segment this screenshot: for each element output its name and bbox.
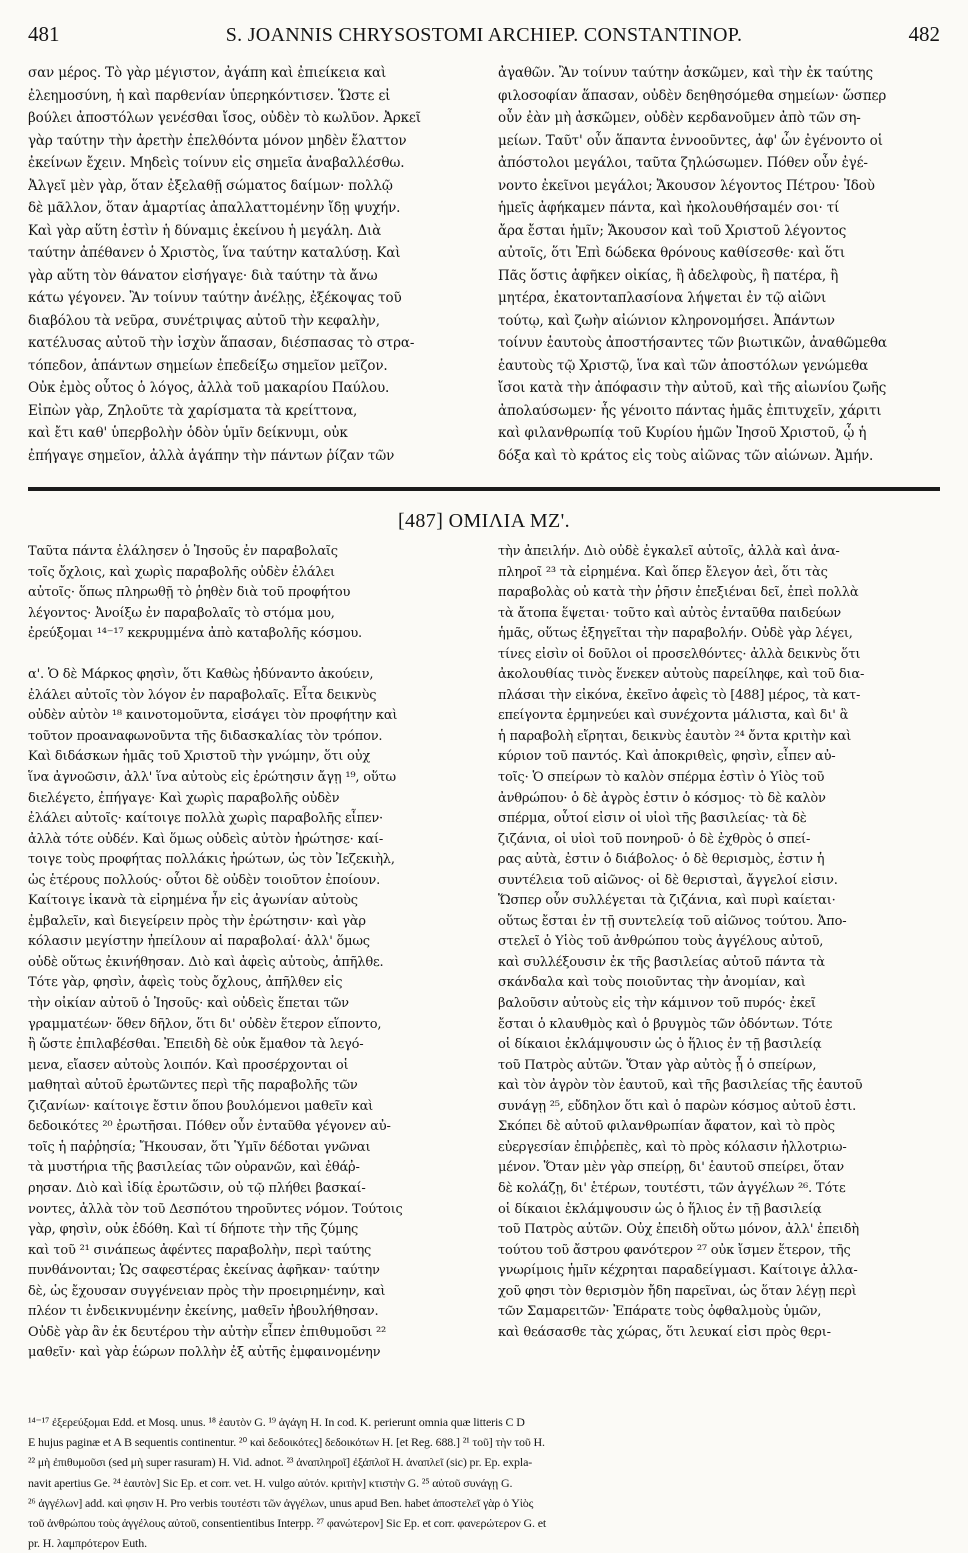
text-line: δόξα καὶ τὸ κράτος εἰς τοὺς αἰῶνας τῶν αἰώνων. Ἀμήν. [498, 447, 874, 464]
text-line: ἴσοι κατὰ τὴν ἀπόφασιν τὴν αὐτοῦ, καὶ τῆς αἰωνίου ζωῆς [498, 380, 887, 396]
text-line: γραμματέων· ὅθεν δῆλον, ὅτι δι' οὐδὲν ἕτερον εἵποντο, [28, 1016, 382, 1032]
text-line: τούτου τοῦ ἄστρου φανότερον ²⁷ οὐκ ἴσμεν ἕτερον, τῆς [498, 1242, 851, 1258]
text-line: σαν μέρος. Τὸ γὰρ μέγιστον, ἀγάπη καὶ ἐπιείκεια καὶ [28, 65, 387, 81]
text-line: μείων. Ταῦτ' οὖν ἅπαντα ἐννοοῦντες, ἀφ' ὧν ἐγένοντο οἱ [498, 132, 883, 149]
text-line: τίνες εἰσὶν οἱ δοῦλοι οἱ προσελθόντες· ἀλλὰ δεικνὺς ὅτι [498, 646, 861, 662]
text-line: γὰρ ταύτην τὴν ἀρετὴν ἐπελθόντα μόνον μηδὲν ἔλαττον [28, 132, 407, 149]
text-line: ὡς ἑτέρους πολλούς· οὗτοι δὲ οὐδὲν τοιοῦτον ἐποίουν. [28, 872, 381, 888]
text-line: καὶ θεάσασθε τὰς χώρας, ὅτι λευκαί εἰσι πρὸς θερι- [498, 1324, 831, 1340]
text-line: μενα, εἴασεν αὐτοὺς λοιπόν. Καὶ προσέρχονται οἱ [28, 1057, 349, 1073]
text-line: νοντο ἐκεῖνοι μεγάλοι; Ἄκουσον λέγοντος Πέτρου· Ἰδοὺ [498, 177, 875, 194]
text-line: συντέλεια τοῦ αἰῶνος· οἱ δὲ θερισταὶ, ἄγγελοί εἰσιν. [498, 872, 838, 888]
text-line: γὰρ, φησὶν, οὐκ ἐδόθη. Καὶ τί δήποτε τὴν τῆς ζύμης [28, 1222, 359, 1238]
text-line: ζιζανίων· καίτοιγε ἔστιν ὅπου βουλόμενοι μαθεῖν καὶ [28, 1098, 374, 1114]
text-line: καὶ φιλανθρωπίᾳ τοῦ Κυρίου ἡμῶν Ἰησοῦ Χριστοῦ, ᾧ ἡ [498, 425, 867, 441]
text-line: τοῖς ὄχλοις, καὶ χωρὶς παραβολῆς οὐδὲν ἐλάλει [28, 564, 335, 580]
text-line: navit apertius Ge. ²⁴ ἑαυτὸν] Sic Ep. et corr. vet. H. vulgo αὐτόν. κριτὴν] κτιστὴν G. ²⁵ αὐτοῦ συνάγῃ G. [28, 1475, 513, 1490]
text-line: πληροῖ ²³ τὰ εἰρημένα. Καὶ ὅπερ ἔλεγον ἀεὶ, ὅτι τὰς [498, 564, 828, 580]
text-line: δεδοικότες ²⁰ ἐρωτῆσαι. Πόθεν οὖν ἐνταῦθα γέγονεν αὐ- [28, 1119, 391, 1135]
text-line: δὲ, ὡς ἔχουσαν συγγένειαν πρὸς τὴν προειρημένην, καὶ [28, 1283, 386, 1299]
text-line: οἱ δίκαιοι ἐκλάμψουσιν ὡς ὁ ἥλιος ἐν τῇ βασιλείᾳ [498, 1201, 822, 1217]
homily-heading: [487] ΟΜΙΛΙΑ ΜΖ'. [397, 510, 571, 532]
text-line: ρησαν. Διὸ καὶ ἰδίᾳ ἐρωτῶσιν, οὐ τῷ πλήθει βασκαί- [28, 1180, 366, 1196]
text-line: επείγοντα ἑρμηνεύει καὶ συνέχοντα μάλιστα, καὶ δι' ἃ [498, 708, 849, 724]
text-line: οἱ δίκαιοι ἐκλάμψουσιν ὡς ὁ ἥλιος ἐν τῇ βασιλείᾳ [498, 1037, 822, 1053]
text-line: διαβόλου τὰ νεῦρα, συνέτριψας αὐτοῦ τὴν κεφαλὴν, [28, 312, 380, 329]
text-line: Καὶ γὰρ αὕτη ἐστὶν ἡ δύναμις ἐκείνου ἡ μεγάλη. Διὰ [28, 222, 382, 239]
text-line: Ταῦτα πάντα ἐλάλησεν ὁ Ἰησοῦς ἐν παραβολαῖς [28, 544, 338, 559]
text-line: ἐπήγαγε σημεῖον, ἀλλὰ ἀγάπην τὴν πάντων ῥίζαν τῶν [28, 447, 395, 464]
text-line: οὐδὲ οὕτως ἐκινήθησαν. Διὸ καὶ ἀφεὶς αὐτοὺς, ἀπῆλθε. [28, 954, 384, 970]
text-line: Τότε γὰρ, φησὶν, ἀφεὶς τοὺς ὄχλους, ἀπῆλθεν εἰς [28, 975, 343, 991]
text-line: τοῦ Πατρὸς αὐτῶν. Ὅταν γὰρ αὐτὸς ᾖ ὁ σπείρων, [498, 1057, 817, 1073]
page-number-right: 482 [908, 22, 940, 46]
text-line: μαθεῖν· καὶ γὰρ ἑώρων πολλὴν ἐξ αὐτῆς ἐμφαινομένην [28, 1345, 381, 1361]
text-line: Οὐκ ἐμὸς οὗτος ὁ λόγος, ἀλλὰ τοῦ μακαρίου Παύλου. [28, 380, 390, 396]
running-head [28, 12, 940, 52]
text-line: τὴν οἰκίαν αὐτοῦ ὁ Ἰησοῦς· καὶ οὐδεὶς ἕπεται τῶν [28, 996, 349, 1012]
text-line: λέγοντος· Ἀνοίξω ἐν παραβολαῖς τὸ στόμα μου, [28, 605, 335, 621]
text-line: καὶ ἔτι καθ' ὑπερβολὴν ὁδὸν ὑμῖν δείκνυμι, οὐκ [28, 425, 348, 441]
bottom-right-column [498, 542, 938, 1343]
text-line: Ἀλγεῖ μὲν γὰρ, ὅταν ἐξελαθῇ σώματος δαίμων· πολλῷ [28, 177, 393, 194]
text-line: ²⁶ ἀγγέλων] add. καὶ φησιν H. Pro verbis τουτέστι τῶν ἀγγέλων, unus apud Ben. habet ἀποστελεῖ γὰρ ὁ Υἱὸς [28, 1495, 534, 1510]
text-line: τοῦτον προαναφωνοῦντα τῆς διδασκαλίας τὸν τρόπον. [28, 728, 383, 744]
text-line: ρας αὐτὰ, ἐστιν ὁ διάβολος· ὁ δὲ θερισμὸς, ἐστιν ἡ [498, 852, 825, 868]
text-line: αὐτοῖς, ὅτι Ἐπὶ δώδεκα θρόνους καθίσεσθε· καὶ ὅτι [498, 245, 845, 261]
text-line: τὰ ἄτοπα ἕψεται· τοῦτο καὶ αὐτὸς ἐνταῦθα παιδεύων [498, 605, 841, 621]
text-line: τοῖς ἡ παῤῥησία; Ἤκουσαν, ὅτι Ὑμῖν δέδοται γνῶναι [28, 1139, 371, 1155]
text-line: Πᾶς ὅστις ἀφῆκεν οἰκίας, ἢ ἀδελφοὺς, ἢ πατέρα, ἢ [498, 267, 839, 284]
text-line: ἡ παραβολὴ εἴρηται, δεικνὺς ἑαυτὸν ²⁴ ὄντα κριτὴν καὶ [498, 728, 852, 744]
text-line: Καίτοιγε ἱκανὰ τὰ εἰρημένα ἦν εἰς ἀγωνίαν αὐτοὺς [28, 893, 358, 909]
text-line: ἄρα ἔσται ἡμῖν; Ἄκουσον καὶ τοῦ Χριστοῦ λέγοντος [498, 222, 847, 239]
text-line: γὰρ αὕτη τὸν θάνατον εἰσήγαγε· διὰ ταύτην τὰ ἄνω [28, 267, 378, 284]
text-line: μαθηταὶ αὐτοῦ ἐρωτῶντες περὶ τῆς παραβολῆς τῶν [28, 1078, 358, 1094]
footnotes [28, 1412, 940, 1553]
text-line: μητέρα, ἑκατονταπλασίονα λήψεται ἐν τῷ αἰῶνι [498, 290, 827, 306]
text-line: Εἰπὼν γὰρ, Ζηλοῦτε τὰ χαρίσματα τὰ κρείττονα, [28, 402, 358, 419]
text-line: ἡμεῖς ἀφήκαμεν πάντα, καὶ ἠκολουθήσαμέν σοι· τί [498, 200, 840, 216]
text-line: οὕτως ἔσται ἐν τῇ συντελείᾳ τοῦ αἰῶνος τούτου. Ἀπο- [498, 913, 847, 929]
text-line: E hujus paginæ et A B sequentis continentur. ²⁰ καὶ δεδοικότες] δεδοικότων H. [et Reg. 688.] ²¹ τοῦ] τὴν τοῦ H. [28, 1435, 545, 1450]
text-line: τόπεδον, ἁπάντων σημείων ἐπεδείξω σημεῖον μεῖζον. [28, 357, 388, 374]
text-line: τοῦ Πατρὸς αὐτῶν. Οὐχ ἐπειδὴ οὕτω μόνον, ἀλλ' ἐπειδὴ [498, 1222, 859, 1238]
text-line: οὖν ἐὰν μὴ ἀσκῶμεν, οὐδὲν κερδανοῦμεν ἀπὸ τῶν ση- [498, 110, 861, 126]
text-line: ταύτην ἀπέθανεν ὁ Χριστὸς, ἵνα ταύτην καταλύσῃ. Καὶ [28, 245, 401, 261]
text-line: γνωρίμοις ἡμῖν κέχρηται παραδείγμασι. Καίτοιγε ἀλλα- [498, 1263, 858, 1279]
text-line: παραβολὰς οὐ κατὰ τὴν ῥῆσιν ἐπεξιέναι δεῖ, ἐπεὶ πολλὰ [498, 585, 859, 601]
text-line: κάτω γέγονεν. Ἂν τοίνυν ταύτην ἀνέλῃς, ἐξέκοψας τοῦ [28, 290, 402, 306]
text-line: ἐλάλει αὐτοῖς τὸν λόγον ἐν παραβολαῖς. Εἶτα δεικνὺς [28, 687, 377, 703]
bottom-left-column [28, 542, 482, 1364]
text-line: Καὶ διδάσκων ἡμᾶς τοῦ Χριστοῦ τὴν γνώμην, ὅτι οὐχ [28, 749, 371, 765]
text-line: καὶ τὸν ἀγρὸν τὸν ἑαυτοῦ, καὶ τῆς βασιλείας τῆς ἑαυτοῦ [498, 1078, 863, 1094]
text-line: ἵνα ἀγνοῶσιν, ἀλλ' ἵνα αὐτοὺς εἰς ἐρώτησιν ἄγῃ ¹⁹, οὕτω [28, 770, 396, 786]
page-number-left: 481 [28, 22, 60, 46]
text-line: νοντες, ἀλλὰ τὸν τοῦ Δεσπότου τηροῦντες νόμον. Τούτοις [28, 1201, 403, 1217]
text-line: Ὥσπερ οὖν συλλέγεται τὰ ζιζάνια, καὶ πυρὶ καίεται· [498, 893, 836, 909]
text-line: καὶ συλλέξουσιν ἐκ τῆς βασιλείας αὐτοῦ πάντα τὰ [498, 954, 825, 970]
text-line: ¹⁴⁻¹⁷ ἐξερεύξομαι Edd. et Mosq. unus. ¹⁸ ἑαυτὸν G. ¹⁹ ἀγάγη H. In cod. K. perierunt omnia quæ litteris C D [28, 1415, 525, 1429]
text-line: κατέλυσας αὐτοῦ τὴν ἰσχὺν ἅπασαν, διέσπασας τὸ στρα- [28, 335, 415, 351]
text-line: τῶν Σαμαρειτῶν· Ἐπάρατε τοὺς ὀφθαλμοὺς ὑμῶν, [498, 1304, 822, 1320]
top-left-column [28, 62, 482, 467]
text-line: καὶ τοῦ ²¹ σινάπεως ἀφέντες παραβολὴν, περὶ ταύτης [28, 1242, 372, 1258]
text-line: τὰ μυστήρια τῆς βασιλείας τῶν οὐρανῶν, καὶ ἐθάῤ- [28, 1160, 360, 1176]
text-line: κύριον τοῦ παντός. Καὶ ἀποκριθεὶς, φησὶν, εἶπεν αὐ- [498, 749, 836, 765]
text-line: τοῖς· Ὁ σπείρων τὸ καλὸν σπέρμα ἐστὶν ὁ Υἱὸς τοῦ [498, 770, 825, 786]
text-line: ἡμᾶς, οὕτως ἐξηγεῖται τὴν παραβολήν. Οὐδὲ γὰρ λέγει, [498, 626, 853, 642]
text-line: τοιγε τοὺς προφήτας πολλάκις ἠρώτων, ὡς τὸν Ἰεζεκιὴλ, [28, 852, 395, 868]
text-line: Σκόπει δὲ αὐτοῦ φιλανθρωπίαν ἄφατον, καὶ τὸ πρὸς [498, 1119, 835, 1135]
text-line: πλάσαι τὴν εἰκόνα, ἐκεῖνο ἀφεὶς τὸ [488] μέρος, τὰ κατ- [498, 687, 861, 703]
text-line: πυνθάνονται; Ὡς σαφεστέρας ἐκείνας ἀφῆκαν· ταύτην [28, 1263, 380, 1279]
text-line [28, 645, 482, 666]
text-line: χοῦ φησι τὸν θερισμὸν ἤδη παρεῖναι, ὡς ὅταν λέγῃ περὶ [498, 1283, 857, 1299]
text-line: ἑαυτοὺς τῷ Χριστῷ, ἵνα καὶ τῶν ἀποστόλων γενώμεθα [498, 357, 869, 374]
text-line: εὐεργεσίαν ἐπιῤῥεπὲς, καὶ τὸ πρὸς κόλασιν ἠλλοτριω- [498, 1139, 847, 1155]
text-line: ζιζάνια, οἱ υἱοὶ τοῦ πονηροῦ· ὁ δὲ ἐχθρὸς ὁ σπεί- [498, 831, 811, 847]
text-line: μένον. Ὅταν μὲν γὰρ σπείρῃ, δι' ἑαυτοῦ σπείρει, ὅταν [498, 1160, 844, 1176]
text-line: τὴν ἀπειλήν. Διὸ οὐδὲ ἐγκαλεῖ αὐτοῖς, ἀλλὰ καὶ ἀνα- [498, 544, 840, 559]
text-line: συνάγῃ ²⁵, εὔδηλον ὅτι καὶ ὁ παρὼν κόσμος αὐτοῦ ἐστι. [498, 1098, 857, 1114]
text-line: σπέρμα, οὗτοί εἰσιν οἱ υἱοὶ τῆς βασιλείας· τὰ δὲ [498, 811, 807, 827]
text-line: βαλοῦσιν αὐτοὺς εἰς τὴν κάμινον τοῦ πυρός· ἐκεῖ [498, 996, 816, 1012]
text-line: ἀγαθῶν. Ἂν τοίνυν ταύτην ἀσκῶμεν, καὶ τὴν ἐκ ταύτης [498, 65, 873, 81]
text-line: ἀλλὰ τότε οὐδέν. Καὶ ὅμως οὐδεὶς αὐτὸν ἠρώτησε· καί- [28, 831, 384, 847]
text-line: ἐκείνων ἔχειν. Μηδεὶς τοίνυν εἰς σημεῖα ἀναβαλλέσθω. [28, 155, 405, 171]
section-separator-rule [28, 487, 940, 491]
text-line: διελέγετο, ἐπήγαγε· Καὶ χωρὶς παραβολῆς οὐδὲν [28, 790, 340, 806]
text-line: τοίνυν ἑαυτοὺς ἀποστήσαντες τῶν βιωτικῶν, ἀναθῶμεθα [498, 335, 887, 351]
text-line: αὐτοῖς· ὅπως πληρωθῇ τὸ ῥηθὲν διὰ τοῦ προφήτου [28, 585, 351, 601]
top-right-column [498, 62, 938, 467]
text-line: ἀκολουθίας τινὸς ἕνεκεν αὐτοὺς παρείληφε, καὶ τοῦ δια- [498, 667, 865, 683]
text-line: δὲ κολάζῃ, δι' ἑτέρων, τουτέστι, τῶν ἀγγέλων ²⁶. Τότε [498, 1180, 846, 1196]
text-line: στελεῖ ὁ Υἱὸς τοῦ ἀνθρώπου τοὺς ἀγγέλους αὐτοῦ, [498, 934, 824, 950]
text-line: Οὐδὲ γὰρ ἂν ἐκ δευτέρου τὴν αὐτὴν εἶπεν ἐπιθυμοῦσι ²² [28, 1324, 387, 1340]
text-line: πλέον τι ἐνδεικνυμένην ἐκείνης, μαθεῖν ἠβουλήθησαν. [28, 1304, 379, 1320]
text-line: φιλοσοφίαν ἅπασαν, οὐδὲν δεηθησόμεθα σημείων· ὥσπερ [498, 87, 887, 104]
text-line: ²² μὴ ἐπιθυμοῦσι (sed μὴ super rasuram) H. Vid. adnot. ²³ ἀναπληροῖ] ἐξάπλοῖ H. ἀναπλεῖ (sic) pr. Ep. expla- [28, 1455, 533, 1470]
text-line: ἀνθρώπου· ὁ δὲ ἀγρὸς ἐστιν ὁ κόσμος· τὸ δὲ καλὸν [498, 790, 826, 806]
text-line: ἀπόστολοι μεγάλοι, ταῦτα ζηλώσωμεν. Πόθεν οὖν ἐγέ- [498, 155, 868, 171]
text-line: δὲ μᾶλλον, ὅταν ἁμαρτίας ἀπαλλαττομένην ἴδῃ ψυχήν. [28, 200, 401, 216]
text-line: ἢ ὥστε ἐπιλαβέσθαι. Ἐπειδὴ δὲ οὐκ ἔμαθον τὰ λεγό- [28, 1037, 364, 1053]
text-line: ἐμβαλεῖν, καὶ διεγείρειν πρὸς τὴν ἐρώτησιν· καὶ γὰρ [28, 913, 366, 929]
text-line: ἐρεύξομαι ¹⁴⁻¹⁷ κεκρυμμένα ἀπὸ καταβολῆς κόσμου. [28, 626, 362, 642]
running-title: S. JOANNIS CHRYSOSTOMI ARCHIEP. CONSTANTINOP. [225, 24, 743, 46]
text-line: κόλασιν μεγίστην ἠπείλουν αἱ παραβολαί· ἀλλ' ὅμως [28, 934, 370, 950]
text-line: ἐλεημοσύνη, ἡ καὶ παρθενίαν ὑπερηκόντισεν. Ὥστε εἰ [28, 87, 391, 104]
text-line: σκάνδαλα καὶ τοὺς ποιοῦντας τὴν ἀνομίαν, καὶ [498, 975, 806, 991]
text-line: ἀπολαύσωμεν· ἧς γένοιτο πάντας ἡμᾶς ἐπιτυχεῖν, χάριτι [498, 402, 882, 419]
text-line: οὐδὲν αὐτὸν ¹⁸ καινοτομοῦντα, εἰσάγει τὸν προφήτην καὶ [28, 708, 398, 724]
text-line: ἐλάλει αὐτοῖς· καίτοιγε πολλὰ χωρὶς παραβολῆς εἶπεν· [28, 811, 383, 827]
text-line: α'. Ὁ δὲ Μάρκος φησὶν, ὅτι Καθὼς ἠδύναντο ἀκούειν, [28, 667, 374, 683]
text-line: τοῦ ἀνθρώπου τοὺς ἀγγέλους αὐτοῦ, consentientibus Interpp. ²⁷ φανώτερον] Sic Ep. et corr. φανερώτερον G. et [28, 1516, 547, 1531]
text-line: ἔσται ὁ κλαυθμὸς καὶ ὁ βρυγμὸς τῶν ὀδόντων. Τότε [498, 1016, 833, 1032]
text-line: pr. H. λαμπρότερον Euth. [28, 1536, 147, 1551]
text-line: τούτῳ, καὶ ζωὴν αἰώνιον κληρονομήσει. Ἀπάντων [498, 312, 835, 329]
text-line: βούλει ἀποστόλων γενέσθαι ἴσος, οὐδὲν τὸ κωλῦον. Ἀρκεῖ [28, 110, 421, 126]
